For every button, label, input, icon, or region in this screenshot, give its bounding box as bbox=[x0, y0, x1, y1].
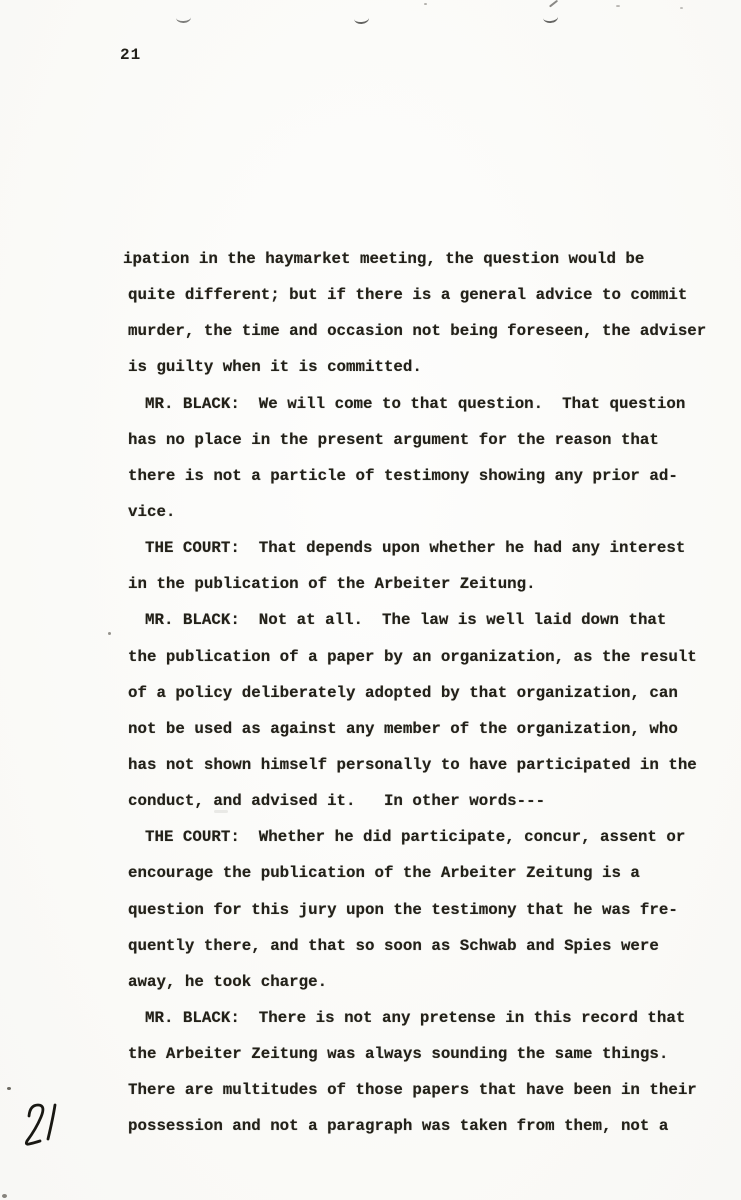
pencil-smudge-icon bbox=[354, 12, 370, 24]
handwritten-page-number bbox=[22, 1102, 62, 1154]
paper-speck bbox=[2, 1194, 7, 1198]
transcript-line: quently there, and that so soon as Schwab and Spies were bbox=[128, 936, 659, 955]
transcript-line: MR. BLACK: We will come to that question. That question bbox=[145, 394, 686, 413]
paper-speck bbox=[108, 632, 111, 635]
paper-speck bbox=[7, 1087, 11, 1090]
transcript-line: not be used as against any member of the organization, who bbox=[128, 719, 678, 738]
transcript-line: conduct, and advised it. In other words--- bbox=[128, 792, 546, 811]
paper-speck bbox=[424, 3, 427, 5]
transcript-line: has no place in the present argument for the reason that bbox=[128, 430, 659, 449]
transcript-line: ipation in the haymarket meeting, the question would be bbox=[123, 250, 645, 268]
transcript-line: has not shown himself personally to have participated in the bbox=[128, 755, 697, 774]
paper-speck bbox=[680, 7, 683, 9]
transcript-line: encourage the publication of the Arbeiter Zeitung is a bbox=[128, 864, 640, 883]
transcript-line: THE COURT: That depends upon whether he had any interest bbox=[145, 539, 686, 558]
transcript-body bbox=[0, 241, 741, 1145]
pencil-smudge-icon bbox=[542, 11, 558, 24]
transcript-line: possession and not a paragraph was taken from them, not a bbox=[128, 1117, 669, 1136]
transcript-line: the Arbeiter Zeitung was always sounding the same things. bbox=[128, 1045, 669, 1064]
transcript-line: away, he took charge. bbox=[128, 972, 328, 991]
paper-speck bbox=[214, 810, 228, 813]
transcript-line: the publication of a paper by an organization, as the result bbox=[128, 647, 697, 666]
transcript-line: is guilty when it is committed. bbox=[128, 358, 422, 377]
transcript-line: there is not a particle of testimony showing any prior ad- bbox=[128, 466, 678, 485]
transcript-line: THE COURT: Whether he did participate, concur, assent or bbox=[145, 828, 686, 847]
transcript-line: There are multitudes of those papers that have been in their bbox=[128, 1081, 697, 1100]
transcript-line: vice. bbox=[128, 502, 176, 521]
transcript-line: quite different; but if there is a general advice to commit bbox=[128, 286, 688, 305]
page-number: 21 bbox=[120, 46, 142, 64]
paper-speck bbox=[616, 5, 620, 7]
transcript-line: murder, the time and occasion not being foreseen, the adviser bbox=[128, 322, 707, 341]
transcript-line: MR. BLACK: There is not any pretense in this record that bbox=[145, 1008, 686, 1027]
pencil-smudge-icon bbox=[176, 12, 192, 24]
transcript-line: of a policy deliberately adopted by that organization, can bbox=[128, 683, 678, 702]
transcript-line: in the publication of the Arbeiter Zeitung. bbox=[128, 575, 536, 594]
transcript-line: MR. BLACK: Not at all. The law is well laid down that bbox=[145, 611, 667, 630]
transcript-line: question for this jury upon the testimony that he was fre- bbox=[128, 900, 678, 919]
